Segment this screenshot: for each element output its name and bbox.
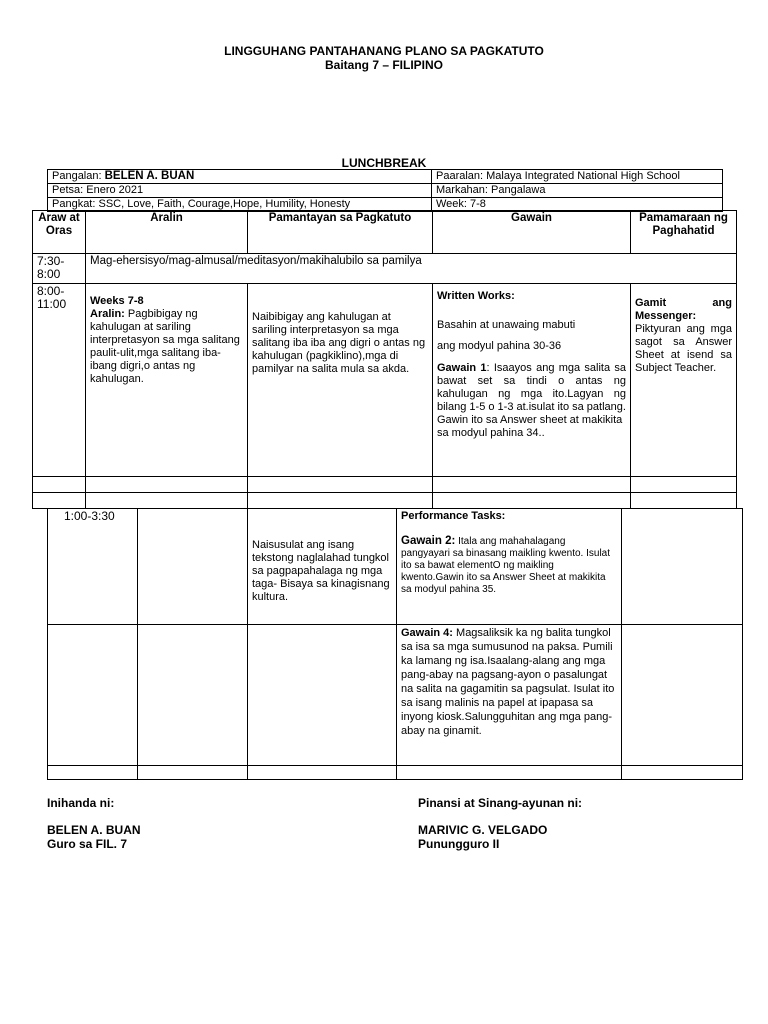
gawain1-extra: Gawin ito sa Answer sheet at makikita sa modyul pahina 34..: [437, 414, 623, 439]
name-label: Pangalan:: [52, 170, 102, 182]
method-cell: Gamit ang Messenger: Piktyuran ang mga sagot sa Answer Sheet at isend sa Subject Teacher.: [631, 284, 737, 477]
time-cell: 1:00-3:30: [48, 509, 138, 625]
section-cell: Pangkat: SSC, Love, Faith, Courage,Hope, Humility, Honesty: [48, 198, 432, 212]
date-cell: Petsa: Enero 2021: [48, 184, 432, 198]
quarter-cell: Markahan: Pangalawa: [432, 184, 723, 198]
info-table: [47, 169, 723, 212]
gawain-cell: [433, 284, 631, 477]
header-aralin: Aralin: [86, 211, 248, 254]
approved-label: Pinansi at Sinang-ayunan ni:: [418, 796, 583, 810]
aralin-label: Aralin:: [90, 308, 125, 320]
school-cell: Paaralan: Malaya Integrated National High School: [432, 170, 723, 184]
daily-routine: Mag-ehersisyo/mag-almusal/meditasyon/makihalubilo sa pamilya: [86, 254, 737, 284]
gawain1-block: [437, 362, 626, 414]
prepared-label: Inihanda ni:: [47, 796, 115, 810]
gawain2-label: Gawain 2:: [401, 535, 456, 547]
name-cell: [48, 170, 432, 184]
approved-role: Punungguro II: [418, 837, 500, 851]
gawain2-block: [401, 535, 617, 596]
weeks-label: Weeks 7-8: [90, 295, 144, 307]
gawain4-label: Gawain 4:: [401, 627, 453, 639]
prepared-role: Guro sa FIL. 7: [47, 837, 128, 851]
week-cell: Week: 7-8: [432, 198, 723, 212]
name-value: BELEN A. BUAN: [104, 170, 195, 182]
gawain1-label: Gawain 1: [437, 362, 487, 374]
pamantayan-cell: Naisusulat ang isang tekstong naglalahad tungkol sa pagpapahalaga ng mga taga- Bisaya sa kinagisnang kultura.: [248, 509, 397, 625]
gawain1-text: : Isaayos ang mga salita sa bawat set sa tindi o antas ng kahulugan ng mga ito.Lagyan ng bilang 1-5 o 1-3 at.isulat ito sa patlang.: [437, 362, 626, 413]
aralin-text: Pagbibigay ng kahulugan at sariling interpretasyon sa mga salitang paulit-ulit,mga salitang iba-ibang digri,o antas ng kahulugan.: [90, 308, 240, 385]
document-title: LINGGUHANG PANTAHANANG PLANO SA PAGKATUTO: [224, 44, 544, 58]
performance-cell: [397, 509, 622, 625]
header-gawain: Gawain: [433, 211, 631, 254]
ww-line-1: Basahin at unawaing mabuti: [437, 319, 576, 331]
header-araw: Araw at Oras: [33, 211, 86, 254]
lunchbreak-label: LUNCHBREAK: [341, 156, 427, 170]
time-cell: 8:00-11:00: [33, 284, 86, 477]
gawain4-cell: [397, 625, 622, 766]
afternoon-table: [47, 508, 743, 780]
time-cell: 7:30-8:00: [33, 254, 86, 284]
gawain4-text: Magsaliksik ka ng balita tungkol sa isa sa mga sumusunod na paksa. Pumili ka lamang ng isa.Isaalang-alang ang mga pang-abay na pagsang-ayon o pasalungat na salita na gagamitin sa pagsulat. Isulat ito sa isang malinis na papel at ipapasa sa inyong kiosk.Salungguhitan ang mga pang-abay na ginamit.: [401, 627, 615, 737]
written-works-title: Written Works:: [437, 290, 515, 302]
prepared-name: BELEN A. BUAN: [47, 823, 141, 837]
performance-title: Performance Tasks:: [401, 510, 506, 522]
gawain2-text: Itala ang mahahalagang pangyayari sa binasang maikling kwento. Isulat ito sa bawat elementO ng maikling kwento.Gawin ito sa Answer Sheet at makikita sa modyul pahina 35.: [401, 536, 611, 595]
document-subtitle: Baitang 7 – FILIPINO: [324, 58, 444, 72]
header-pamantayan: Pamantayan sa Pagkatuto: [248, 211, 433, 254]
aralin-cell: [86, 284, 248, 477]
ww-line-2: ang modyul pahina 30-36: [437, 340, 562, 352]
header-pamamaraan: Pamamaraan ng Paghahatid: [631, 211, 737, 254]
pamantayan-cell: Naibibigay ang kahulugan at sariling interpretasyon sa mga salitang iba iba ang digri o antas ng kahulugan (pagkiklino),mga di pamilyar na salita mula sa akda.: [248, 284, 433, 477]
method-text: Piktyuran ang mga sagot sa Answer Sheet at isend sa Subject Teacher.: [635, 323, 732, 374]
lesson-plan-table: [32, 210, 737, 509]
approved-name: MARIVIC G. VELGADO: [418, 823, 548, 837]
method-label: Gamit ang Messenger: [635, 297, 732, 322]
